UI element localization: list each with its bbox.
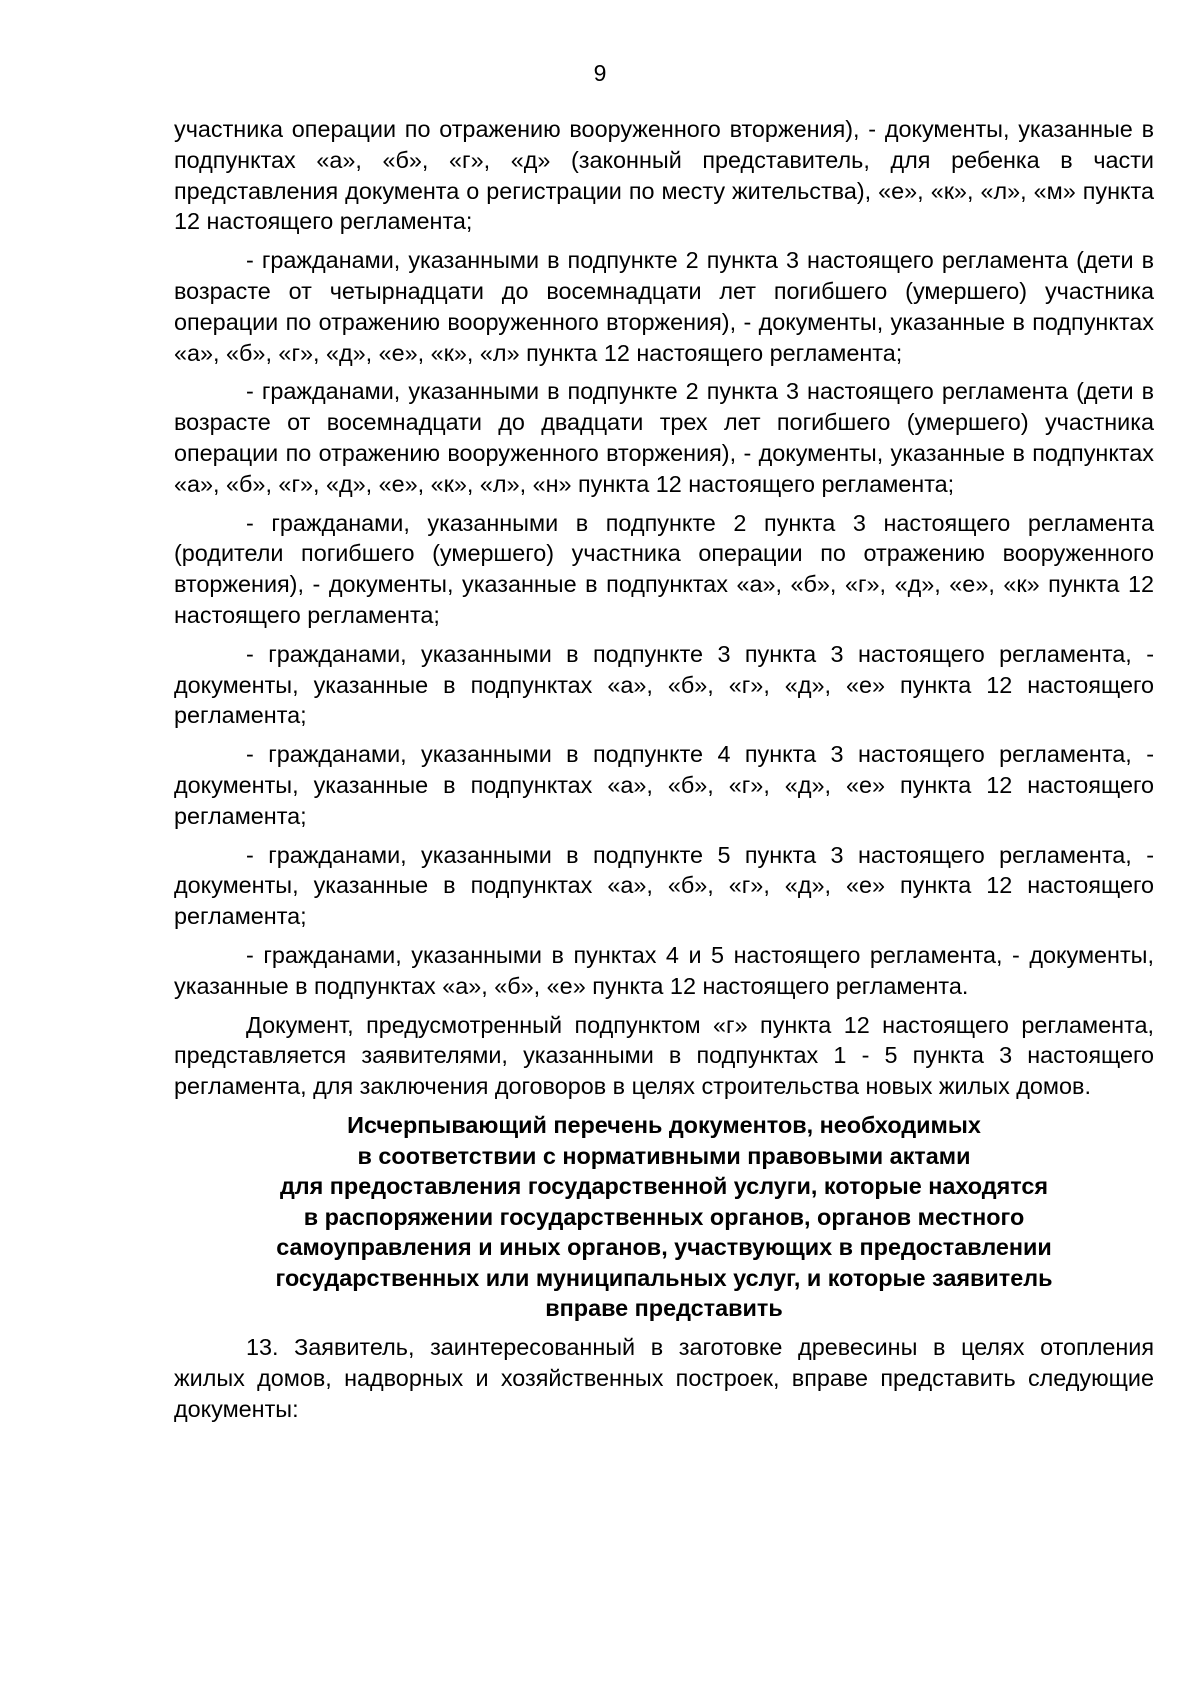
- paragraph-item: - гражданами, указанными в подпункте 3 пункта 3 настоящего регламента, - документы, указанные в подпунктах «а», «б», «г», «д», «е» пункта 12 настоящего регламента;: [174, 640, 1154, 729]
- paragraph-13: 13. Заявитель, заинтересованный в заготовке древесины в целях отопления жилых домов, надворных и хозяйственных построек, вправе представить следующие документы:: [174, 1334, 1154, 1422]
- paragraph-item: - гражданами, указанными в подпункте 5 пункта 3 настоящего регламента, - документы, указанные в подпунктах «а», «б», «г», «д», «е» пункта 12 настоящего регламента;: [174, 841, 1154, 930]
- document-body: [174, 114, 1154, 1432]
- heading-line: для предоставления государственной услуги, которые находятся: [279, 1173, 1049, 1200]
- heading-line: в распоряжении государственных органов, органов местного: [303, 1203, 1025, 1230]
- paragraph-item: - гражданами, указанными в подпункте 2 пункта 3 настоящего регламента (дети в возрасте от восемнадцати до двадцати трех лет погибшего (умершего) участника операции по отражению вооруженного вторжения), - документы, указанные в подпунктах «а», «б», «г», «д», «е», «к», «л», «н» пункта 12 настоящего регламента;: [174, 378, 1154, 497]
- paragraph-item: - гражданами, указанными в подпункте 4 пункта 3 настоящего регламента, - документы, указанные в подпунктах «а», «б», «г», «д», «е» пункта 12 настоящего регламента;: [174, 741, 1154, 829]
- paragraph-item: - гражданами, указанными в подпункте 2 пункта 3 настоящего регламента (родители погибшего (умершего) участника операции по отражению вооруженного вторжения), - документы, указанные в подпунктах «а», «б», «г», «д», «е», «к» пункта 12 настоящего регламента;: [174, 509, 1154, 628]
- heading-line: вправе представить: [545, 1295, 783, 1322]
- paragraph-item: - гражданами, указанными в пунктах 4 и 5 настоящего регламента, - документы, указанные в подпунктах «а», «б», «е» пункта 12 настоящего регламента.: [174, 941, 1154, 999]
- section-heading: [174, 1110, 1154, 1324]
- heading-line: государственных или муниципальных услуг, и которые заявитель: [275, 1264, 1053, 1291]
- paragraph-document-note: Документ, предусмотренный подпунктом «г» пункта 12 настоящего регламента, представляется заявителями, указанными в подпунктах 1 - 5 пункта 3 настоящего регламента, для заключения договоров в целях строительства новых жилых домов.: [174, 1011, 1154, 1100]
- paragraph-continued: участника операции по отражению вооруженного вторжения), - документы, указанные в подпунктах «а», «б», «г», «д» (законный представитель, для ребенка в части представления документа о регистрации по месту жительства), «е», «к», «л», «м» пункта 12 настоящего регламента;: [174, 116, 1154, 235]
- heading-line: в соответствии с нормативными правовыми актами: [357, 1142, 971, 1169]
- paragraph-item: - гражданами, указанными в подпункте 2 пункта 3 настоящего регламента (дети в возрасте от четырнадцати до восемнадцати лет погибшего (умершего) участника операции по отражению вооруженного вторжения), - документы, указанные в подпунктах «а», «б», «г», «д», «е», «к», «л» пункта 12 настоящего регламента;: [174, 247, 1154, 366]
- page-number: 9: [593, 60, 607, 86]
- heading-line: самоуправления и иных органов, участвующих в предоставлении: [276, 1234, 1052, 1261]
- heading-line: Исчерпывающий перечень документов, необходимых: [347, 1111, 981, 1138]
